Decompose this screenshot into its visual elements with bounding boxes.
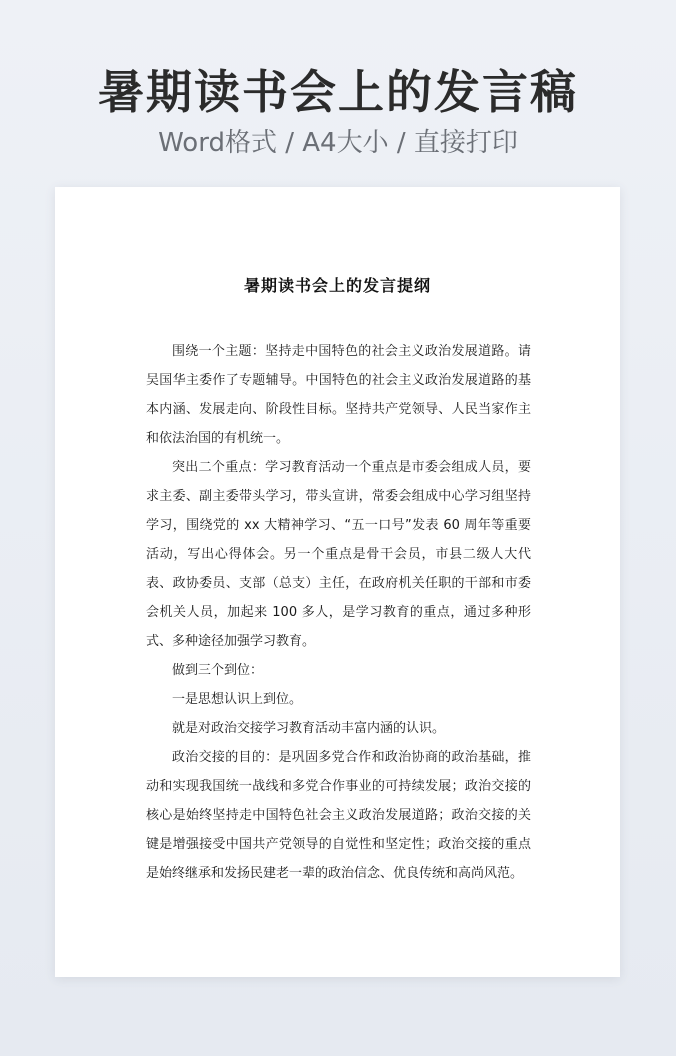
page-header <box>0 62 676 160</box>
document-body <box>146 337 531 888</box>
paragraph: 突出二个重点：学习教育活动一个重点是市委会组成人员，要求主委、副主委带头学习，带头宣讲，常委会组成中心学习组坚持学习，围绕党的 xx 大精神学习、“五一口号”发表 60 周年等重要活动，写出心得体会。另一个重点是骨干会员，市县二级人大代表、政协委员、支部（总支）主任，在政府机关任职的干部和市委会机关人员，加起来 100 多人，是学习教育的重点，通过多种形式、多种途径加强学习教育。 <box>146 460 531 649</box>
paragraph: 做到三个到位： <box>172 663 264 678</box>
document-page <box>55 187 620 977</box>
paragraph: 围绕一个主题：坚持走中国特色的社会主义政治发展道路。请吴国华主委作了专题辅导。中国特色的社会主义政治发展道路的基本内涵、发展走向、阶段性目标。坚持共产党领导、人民当家作主和依法治国的有机统一。 <box>146 344 531 446</box>
paragraph: 就是对政治交接学习教育活动丰富内涵的认识。 <box>172 721 446 736</box>
page-title: 暑期读书会上的发言稿 <box>98 65 578 119</box>
paragraph: 一是思想认识上到位。 <box>172 692 303 707</box>
page-subtitle: Word格式 / A4大小 / 直接打印 <box>158 128 518 158</box>
paragraph: 政治交接的目的：是巩固多党合作和政治协商的政治基础，推动和实现我国统一战线和多党合作事业的可持续发展；政治交接的核心是始终坚持走中国特色社会主义政治发展道路；政治交接的关键是增强接受中国共产党领导的自觉性和坚定性；政治交接的重点是始终继承和发扬民建老一辈的政治信念、优良传统和高尚风范。 <box>146 750 531 881</box>
document-title: 暑期读书会上的发言提纲 <box>243 276 431 295</box>
